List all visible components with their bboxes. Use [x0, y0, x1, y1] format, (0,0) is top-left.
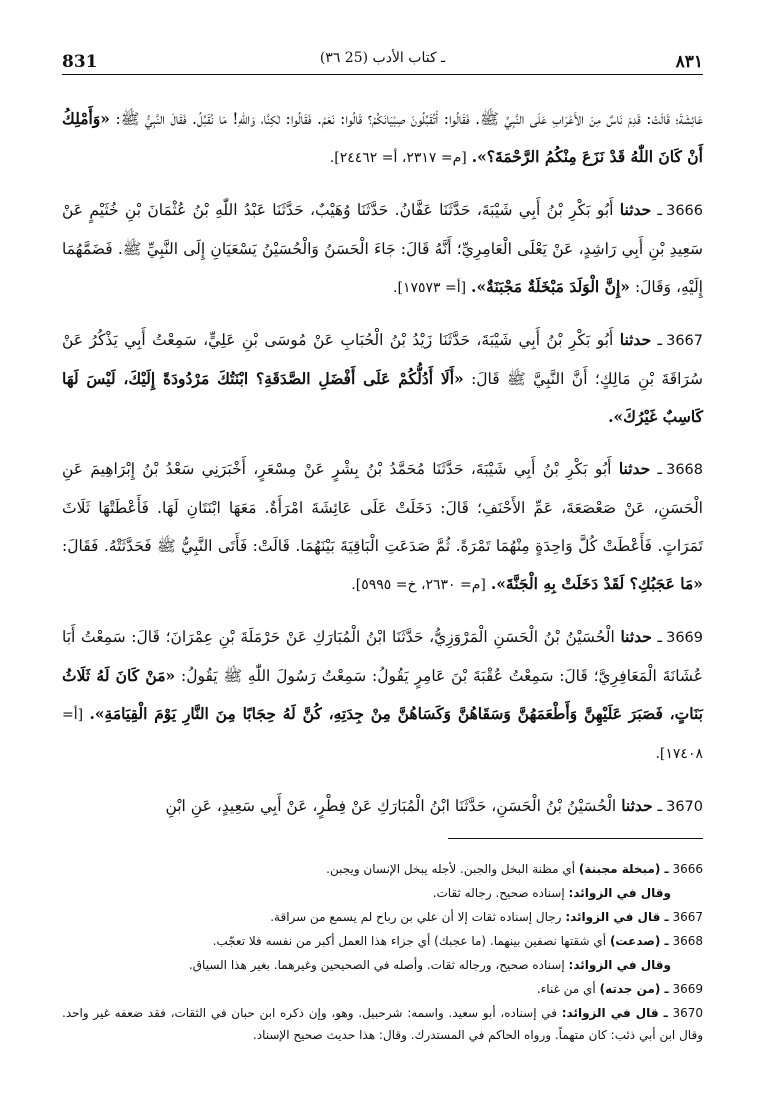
footnote	[62, 954, 703, 976]
footnote-term: ـ (مبخلة مجبنة)	[578, 862, 669, 876]
hadith-number: 3666	[666, 203, 703, 219]
page-number-latin: 831	[62, 52, 98, 72]
footnote-text: إسناده صحيح. رجاله ثقات.	[432, 886, 565, 900]
footnote-number: 3669	[672, 982, 703, 996]
hadith-number: 3670	[666, 799, 703, 815]
hadith-head: حدثنا	[619, 330, 652, 349]
footnote-term: وقال في الزوائد:	[568, 958, 671, 972]
footnote	[62, 882, 703, 904]
footnote-number: 3668	[672, 934, 703, 948]
footnote-divider	[448, 838, 703, 839]
hadith-paragraph: 3669ـ حدثنا الْحُسَيْنُ بْنُ الْحَسَنِ الْمَرْوَزِيُّ، حَدَّثَنَا ابْنُ الْمُبَارَكِ عَنْ حَرْمَلَةَ بْنِ عِمْرَانَ؛ قَالَ: سَمِعْتُ أَبَا عُشَانَةَ الْمَعَافِرِيَّ؛ قَالَ: سَمِعْتُ عُقْبَةَ بْنَ عَامِرٍ يَقُولُ: سَمِعْتُ رَسُولَ اللّٰهِ ﷺ يَقُولُ: «مَنْ كَانَ لَهُ ثَلَاثُ بَنَاتٍ، فَصَبَرَ عَلَيْهِنَّ وَأَطْعَمَهُنَّ وَسَقَاهُنَّ وَكَسَاهُنَّ مِنْ جِدَتِهِ، كُنَّ لَهُ حِجَابًا مِنَ النَّارِ يَوْمَ الْقِيَامَةِ». [أ= ١٧٤٠٨].	[62, 627, 703, 762]
footnote-text: أي من غناء.	[536, 982, 596, 996]
hadith-paragraph: 3670ـ حدثنا الْحُسَيْنُ بْنُ الْحَسَنِ، حَدَّثَنَا ابْنُ الْمُبَارَكِ عَنْ فِطْرٍ، عَنْ أَبِي سَعِيدٍ، عَنِ ابْنِ	[165, 796, 703, 815]
footnote-term: ـ قال في الزوائد:	[561, 1006, 668, 1020]
hadith-paragraph	[62, 100, 703, 177]
hadith-number: 3669	[666, 630, 703, 646]
footnote	[62, 906, 703, 928]
footnote-text: أي مظنة البخل والجبن. لأجله يبخل الإنسان ويجبن.	[326, 862, 576, 876]
footnote-number: 3666	[672, 862, 703, 876]
hadith-head: حدثنا	[618, 459, 651, 478]
footnote-text: في إسناده، أبو سعيد. واسمه: شرحبيل. وهو، وإن ذكره ابن حبان في الثقات، فقد ضعفه غير واحد. وقال ابن أبي ذئب: كان متهماً. ورواه الحاكم في المستدرك. وقال: هذا حديث صحيح الإسناد.	[62, 1006, 703, 1042]
footnote	[62, 930, 703, 952]
hadith-text: عَائِشَةَ؛ قَالَتْ: قَدِمَ نَاسٌ مِنَ الأَعْرَابِ عَلَى النَّبِيِّ ﷺ. فَقَالُوا: أَتُقَبِّلُونَ صِبْيَانَكُمْ؟ قَالُوا: نَعَمْ. فَقَالُوا: لٰكِنَّا، وَاللّٰهِ! مَا نُقَبِّلُ. فَقَالَ النَّبِيُّ ﷺ:	[115, 110, 703, 128]
footnote-term: ـ قال في الزوائد:	[565, 910, 669, 924]
hadith-paragraph: 3666ـ حدثنا أَبُو بَكْرِ بْنُ أَبِي شَيْبَةَ، حَدَّثَنَا عَفَّانُ. حَدَّثَنَا وُهَيْبٌ، حَدَّثَنَا عَبْدُ اللّٰهِ بْنُ عُثْمَانَ بْنِ خُثَيْمٍ عَنْ سَعِيدِ بْنِ أَبِي رَاشِدٍ، عَنْ يَعْلَى الْعَامِرِيِّ؛ أَنَّهُ قَالَ: جَاءَ الْحَسَنُ وَالْحُسَيْنُ يَسْعَيَانِ إِلَى النَّبِيِّ ﷺ. فَضَمَّهُمَا إِلَيْهِ، وَقَالَ: «إِنَّ الْوَلَدَ مَبْخَلَةٌ مَجْبَنَةٌ». [أ= ١٧٥٧٣].	[62, 200, 703, 296]
hadith-number: 3667	[666, 333, 703, 349]
footnote-number: 3670	[672, 1006, 703, 1020]
hadith-text: أَبُو بَكْرِ بْنُ أَبِي شَيْبَةَ، حَدَّثَنَا عَفَّانُ. حَدَّثَنَا وُهَيْبٌ، حَدَّثَنَا عَبْدُ اللّٰهِ بْنُ عُثْمَانَ بْنِ خُثَيْمٍ عَنْ سَعِيدِ بْنِ أَبِي رَاشِدٍ، عَنْ يَعْلَى الْعَامِرِيِّ؛ أَنَّهُ قَالَ: جَاءَ الْحَسَنُ وَالْحُسَيْنُ يَسْعَيَانِ إِلَى النَّبِيِّ ﷺ. فَضَمَّهُمَا إِلَيْهِ، وَقَالَ:	[62, 201, 703, 296]
hadith-text: الْحُسَيْنُ بْنُ الْحَسَنِ، حَدَّثَنَا ابْنُ الْمُبَارَكِ عَنْ فِطْرٍ، عَنْ أَبِي سَعِيدٍ، عَنِ ابْنِ	[165, 797, 617, 815]
footnote-text: أي شقتها نصفين بينهما. (ما عجبك) أي جزاء هذا العمل أكبر من نفسه فلا تعجّب.	[212, 934, 607, 948]
hadith-quote: «أَلَا أَدُلُّكُمْ عَلَى أَفْضَلِ الصَّدَقَةِ؟ ابْنَتُكَ مَرْدُودَةً إِلَيْكَ، لَيْسَ لَهَا كَاسِبٌ غَيْرُكَ».	[62, 369, 703, 426]
hadith-text: الْحُسَيْنُ بْنُ الْحَسَنِ الْمَرْوَزِيُّ، حَدَّثَنَا ابْنُ الْمُبَارَكِ عَنْ حَرْمَلَةَ بْنِ عِمْرَانَ؛ قَالَ: سَمِعْتُ أَبَا عُشَانَةَ الْمَعَافِرِيَّ؛ قَالَ: سَمِعْتُ عُقْبَةَ بْنَ عَامِرٍ يَقُولُ: سَمِعْتُ رَسُولَ اللّٰهِ ﷺ يَقُولُ:	[62, 628, 703, 685]
footnote-number: 3667	[672, 910, 703, 924]
hadith-paragraph: 3668ـ حدثنا أَبُو بَكْرِ بْنُ أَبِي شَيْبَةَ، حَدَّثَنَا مُحَمَّدُ بْنُ بِشْرٍ عَنْ مِسْعَرٍ، أَخْبَرَنِي سَعْدُ بْنُ إِبْرَاهِيمَ عَنِ الْحَسَنِ، عَنْ صَعْصَعَةَ، عَمِّ الأَحْنَفِ؛ قَالَ: دَخَلَتْ عَلَى عَائِشَةَ امْرَأَةٌ. مَعَهَا ابْنَتَانِ لَهَا. فَأَعْطَتْهَا ثَلَاثَ تَمَرَاتٍ. فَأَعْطَتْ كُلَّ وَاحِدَةٍ مِنْهُمَا تَمْرَةً. ثُمَّ صَدَعَتِ الْبَاقِيَةَ بَيْنَهُمَا. قَالَتْ: فَأَتَى النَّبِيُّ ﷺ فَحَدَّثَتْهُ. فَقَالَ: «مَا عَجَبُكِ؟ لَقَدْ دَخَلَتْ بِهِ الْجَنَّةَ». [م= ٢٦٣٠، خ= ٥٩٩٥].	[62, 459, 703, 593]
footnote	[62, 858, 703, 880]
footnote	[62, 1002, 703, 1046]
hadith-reference: [أ= ١٧٥٧٣].	[393, 280, 467, 296]
hadith-text: أَبُو بَكْرِ بْنُ أَبِي شَيْبَةَ، حَدَّثَنَا مُحَمَّدُ بْنُ بِشْرٍ عَنْ مِسْعَرٍ، أَخْبَرَنِي سَعْدُ بْنُ إِبْرَاهِيمَ عَنِ الْحَسَنِ، عَنْ صَعْصَعَةَ، عَمِّ الأَحْنَفِ؛ قَالَ: دَخَلَتْ عَلَى عَائِشَةَ امْرَأَةٌ. مَعَهَا ابْنَتَانِ لَهَا. فَأَعْطَتْهَا ثَلَاثَ تَمَرَاتٍ. فَأَعْطَتْ كُلَّ وَاحِدَةٍ مِنْهُمَا تَمْرَةً. ثُمَّ صَدَعَتِ الْبَاقِيَةَ بَيْنَهُمَا. قَالَتْ: فَأَتَى النَّبِيُّ ﷺ فَحَدَّثَتْهُ. فَقَالَ:	[62, 460, 703, 555]
footnote-term: ـ (صدعت)	[609, 934, 669, 948]
footnote-text: رجال إسناده ثقات إلا أن علي بن رباح لم يسمع من سراقة.	[270, 910, 562, 924]
hadith-quote: «وَأَمْلِكُ أَنْ كَانَ اللّٰهُ قَدْ نَزَعَ مِنْكُمُ الرَّحْمَةَ؟».	[62, 109, 703, 166]
hadith-head: حدثنا	[621, 796, 653, 815]
footnote-term: ـ (من جدته)	[599, 982, 669, 996]
running-title: (٣٦ 25) ـ كتاب الأدب	[319, 50, 446, 66]
hadith-reference: [م= ٢٣١٧، أ= ٢٤٤٦٢].	[329, 150, 467, 166]
page-number-arabic: ٨٣١	[675, 52, 703, 72]
hadith-paragraph: 3667ـ حدثنا أَبُو بَكْرِ بْنُ أَبِي شَيْبَةَ، حَدَّثَنَا زَيْدُ بْنُ الْحُبَابِ عَنْ مُوسَى بْنِ عَلِيٍّ، سَمِعْتُ أَبِي يَذْكُرُ عَنْ سُرَاقَةَ بْنِ مَالِكٍ؛ أَنَّ النَّبِيَّ ﷺ قَالَ: «أَلَا أَدُلُّكُمْ عَلَى أَفْضَلِ الصَّدَقَةِ؟ ابْنَتُكَ مَرْدُودَةً إِلَيْكَ، لَيْسَ لَهَا كَاسِبٌ غَيْرُكَ».	[62, 330, 704, 426]
footnotes	[62, 858, 703, 1048]
hadith-quote: «إِنَّ الْوَلَدَ مَبْخَلَةٌ مَجْبَنَةٌ».	[471, 277, 630, 296]
hadith-reference: [م= ٢٦٣٠، خ= ٥٩٩٥].	[351, 577, 486, 593]
page-header	[62, 44, 703, 75]
hadith-head: حدثنا	[619, 200, 652, 219]
footnote	[62, 978, 703, 1000]
hadith-quote: «مَا عَجَبُكِ؟ لَقَدْ دَخَلَتْ بِهِ الْجَنَّةَ».	[490, 574, 703, 593]
main-text	[62, 100, 703, 840]
footnote-term: وقال في الزوائد:	[568, 886, 671, 900]
footnote-text: إسناده صحيح، ورجاله ثقات. وأصله في الصحيحين وغيرهما. بغير هذا السياق.	[188, 958, 565, 972]
hadith-head: حدثنا	[620, 627, 652, 646]
hadith-reference: [أ= ١٧٤٠٨].	[62, 707, 703, 762]
hadith-text: أَبُو بَكْرِ بْنُ أَبِي شَيْبَةَ، حَدَّثَنَا زَيْدُ بْنُ الْحُبَابِ عَنْ مُوسَى بْنِ عَلِيٍّ، سَمِعْتُ أَبِي يَذْكُرُ عَنْ سُرَاقَةَ بْنِ مَالِكٍ؛ أَنَّ النَّبِيَّ ﷺ قَالَ:	[62, 331, 704, 388]
hadith-number: 3668	[666, 462, 703, 478]
hadith-quote: «مَنْ كَانَ لَهُ ثَلَاثُ بَنَاتٍ، فَصَبَرَ عَلَيْهِنَّ وَأَطْعَمَهُنَّ وَسَقَاهُنَّ وَكَسَاهُنَّ مِنْ جِدَتِهِ، كُنَّ لَهُ حِجَابًا مِنَ النَّارِ يَوْمَ الْقِيَامَةِ».	[62, 666, 703, 723]
